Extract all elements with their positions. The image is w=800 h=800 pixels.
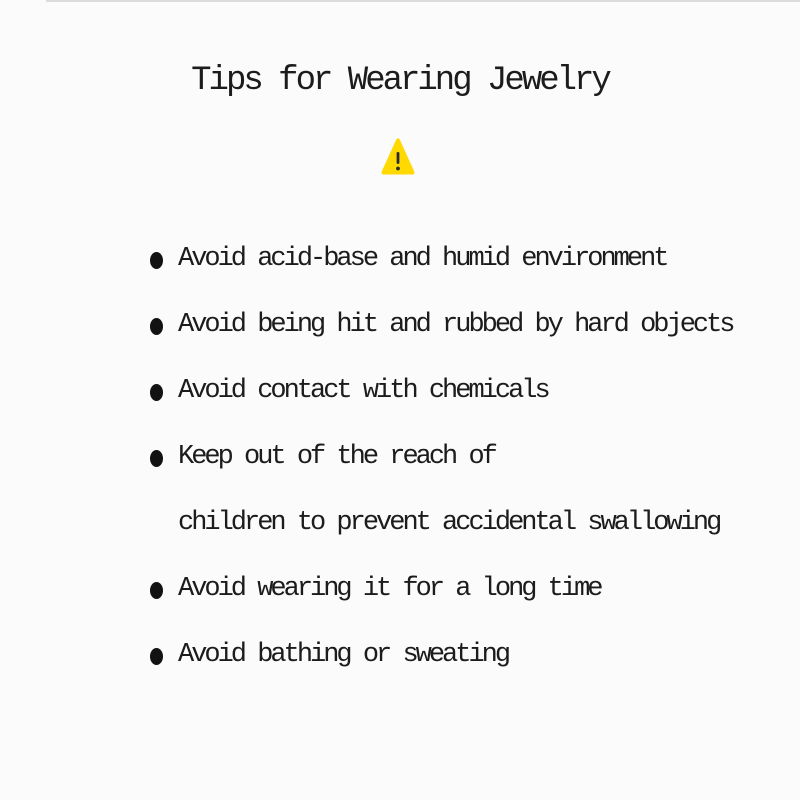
bullet-icon <box>150 582 163 599</box>
tip-text: Avoid bathing or sweating <box>178 640 509 670</box>
tip-text: Avoid being hit and rubbed by hard objects <box>178 310 733 340</box>
list-item <box>150 358 800 424</box>
bullet-icon <box>150 648 163 665</box>
warning-triangle-icon <box>381 138 415 176</box>
top-border-line <box>46 0 800 2</box>
tip-text: Avoid contact with chemicals <box>178 376 548 406</box>
tips-list <box>150 226 800 688</box>
bullet-icon <box>150 318 163 335</box>
list-item <box>150 622 800 688</box>
list-item-continuation <box>150 490 800 556</box>
bullet-icon <box>150 450 163 467</box>
list-item <box>150 226 800 292</box>
tip-text: Avoid wearing it for a long time <box>178 574 601 604</box>
list-item <box>150 556 800 622</box>
tip-text: Avoid acid-base and humid environment <box>178 244 667 274</box>
list-item <box>150 292 800 358</box>
list-item <box>150 424 800 490</box>
bullet-icon <box>150 384 163 401</box>
tip-text: children to prevent accidental swallowing <box>178 508 720 538</box>
tip-text: Keep out of the reach of <box>178 442 495 472</box>
bullet-icon <box>150 252 163 269</box>
page-title: Tips for Wearing Jewelry <box>191 62 609 100</box>
